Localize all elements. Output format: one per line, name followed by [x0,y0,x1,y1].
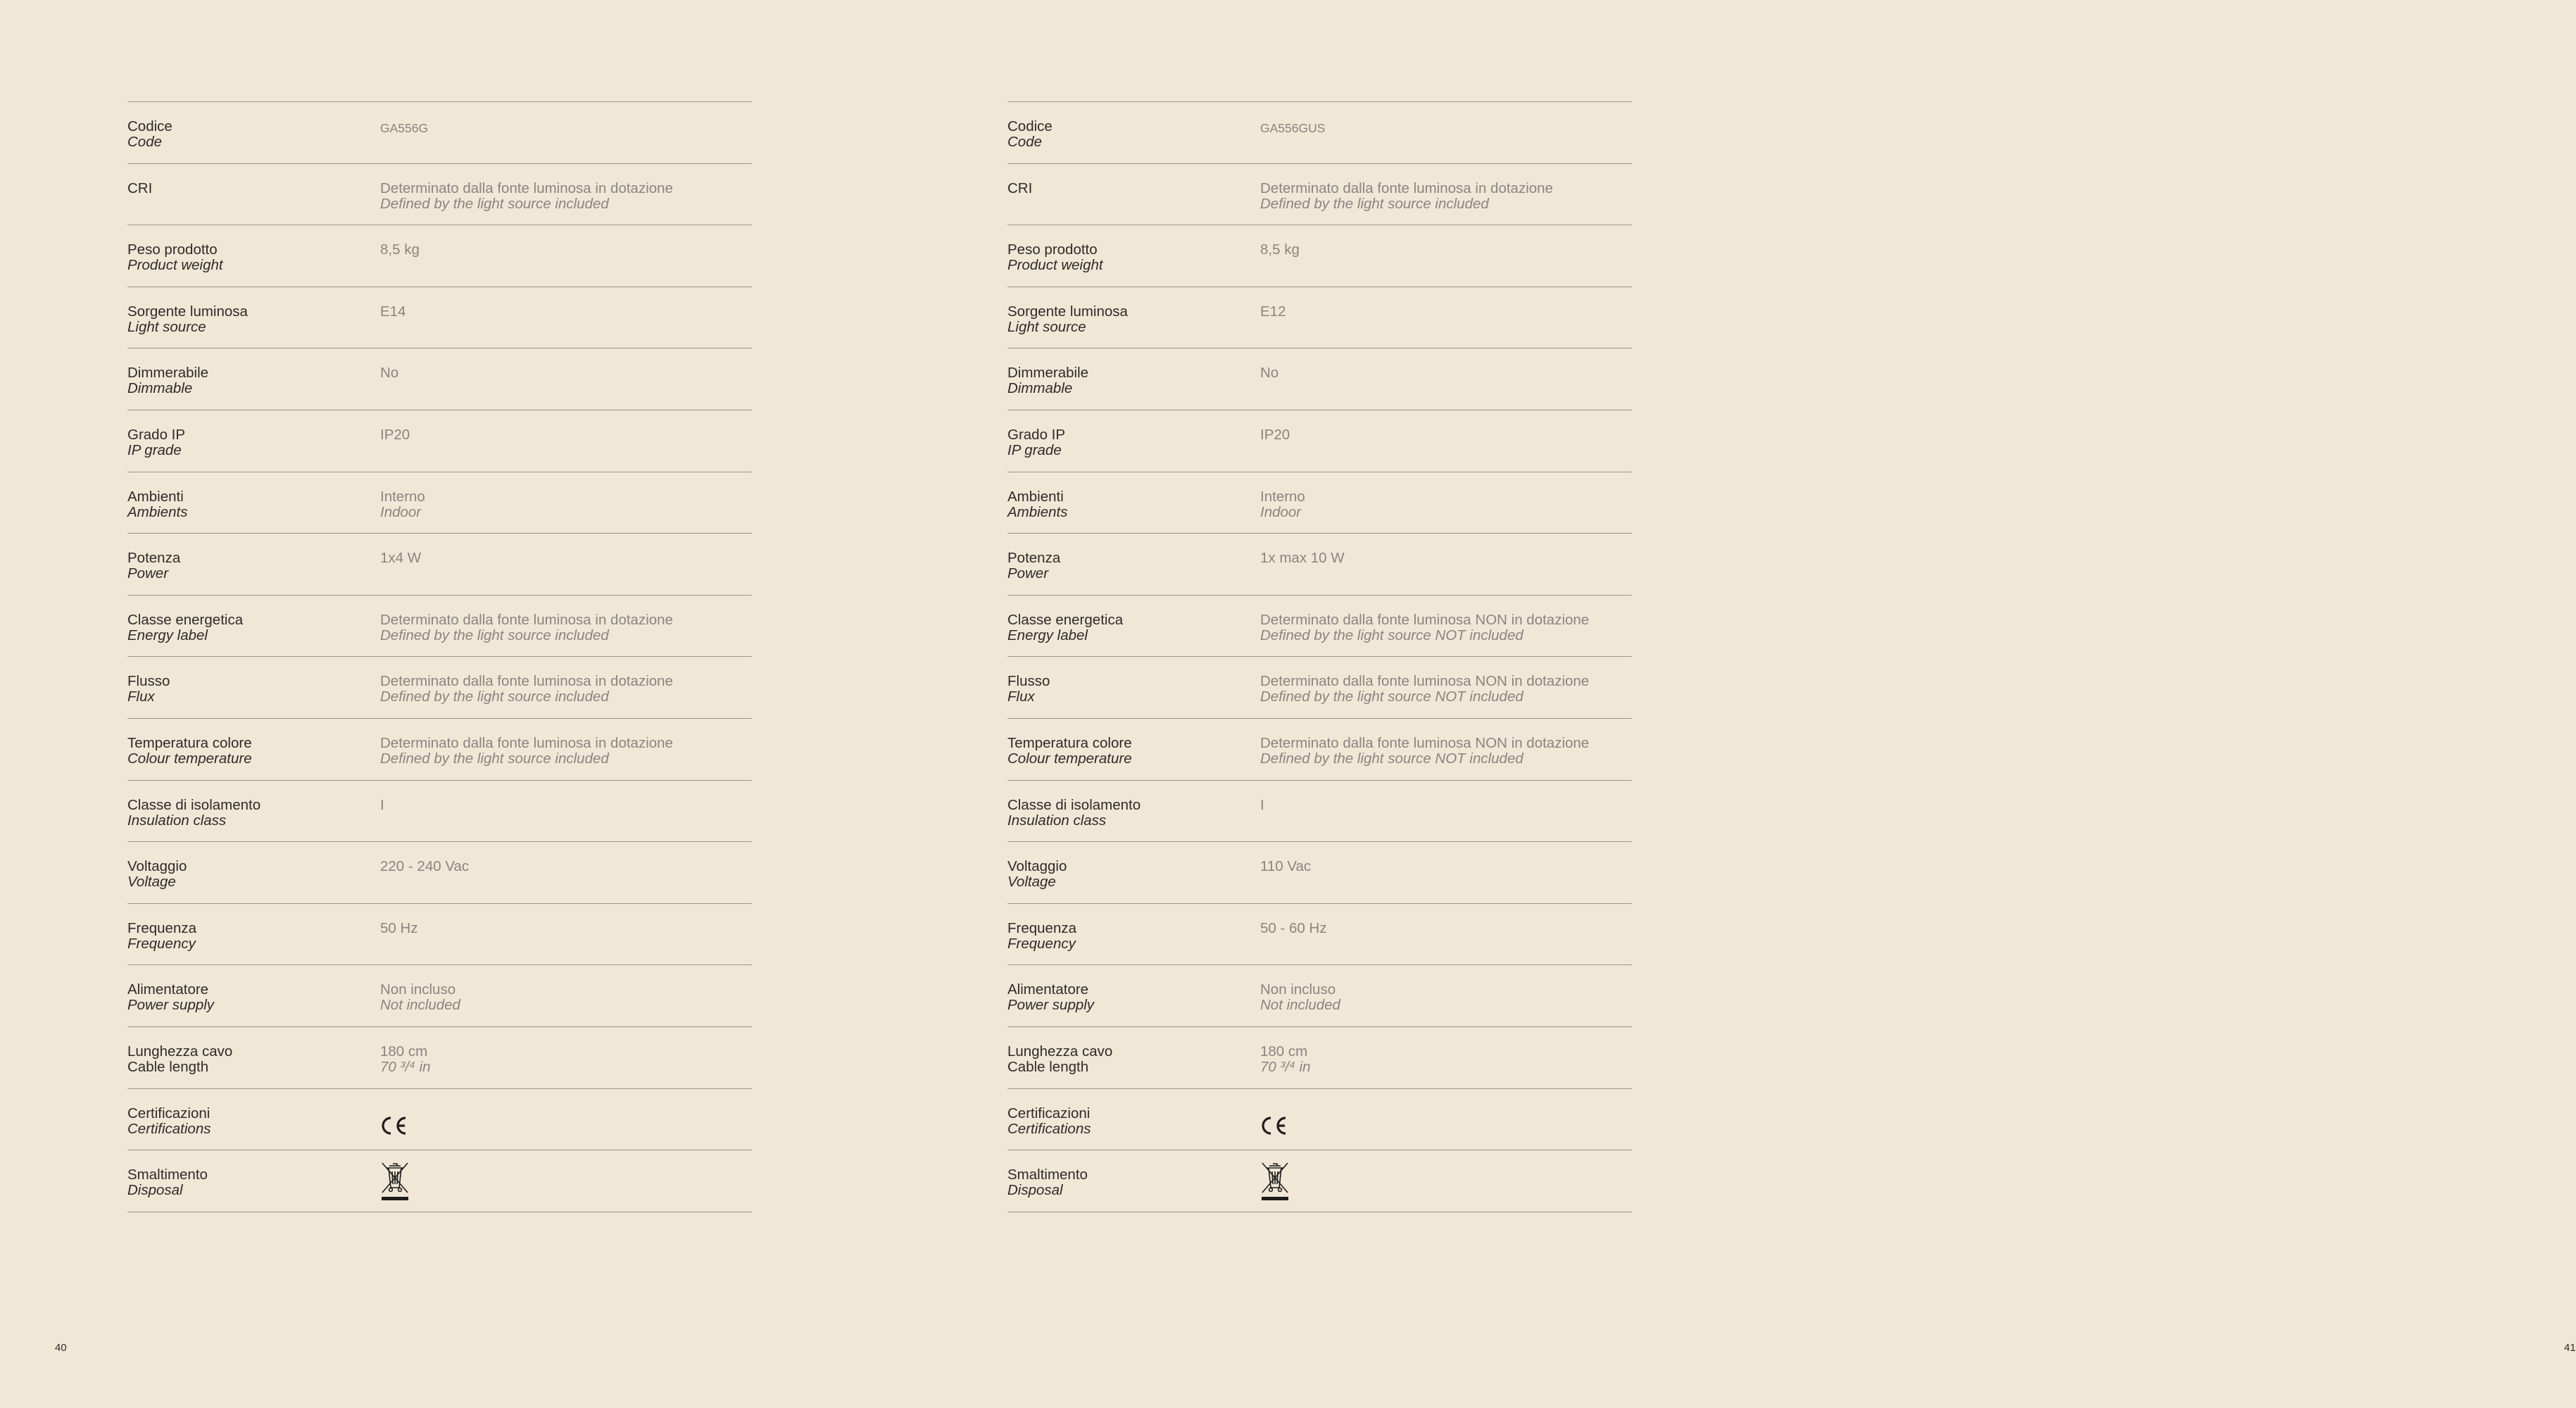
spec-label [1007,365,1247,396]
spec-row [127,410,752,472]
ce-mark-icon [380,1116,408,1139]
spec-value-primary: Determinato dalla fonte luminosa in dotazione [1260,180,1553,196]
spec-label-en: Colour temperature [1007,750,1132,767]
spec-value [380,304,746,320]
spec-row [127,534,752,596]
spec-value-secondary: Defined by the light source included [380,195,609,212]
spec-label [127,982,367,1013]
spec-label-en: Light source [1007,318,1086,335]
spec-label-it: Alimentatore [1007,981,1089,998]
spec-row [1007,781,1632,843]
spec-value-primary: E12 [1260,303,1286,320]
spec-value [380,120,746,136]
spec-value-secondary: Not included [1260,997,1340,1014]
spec-row [127,102,752,164]
spec-value [1260,489,1626,520]
spec-value-secondary: Defined by the light source NOT included [1260,627,1523,643]
spec-label-it: Potenza [127,550,181,567]
spec-value [380,921,746,936]
spec-row [127,164,752,226]
spec-row [127,904,752,966]
spec-label-it: Sorgente luminosa [1007,303,1128,320]
spec-row [127,1089,752,1151]
spec-row [127,781,752,843]
spec-row [1007,287,1632,349]
ce-mark-icon [1260,1116,1288,1139]
spec-label [127,798,367,829]
spec-row [1007,904,1632,966]
spec-label-en: IP grade [127,441,182,458]
spec-label [127,1044,367,1075]
page-number: 41 [2564,1342,2576,1354]
spec-label-it: Classe di isolamento [1007,796,1141,813]
spec-row [1007,472,1632,534]
spec-value-secondary: Defined by the light source included [380,750,609,767]
spec-label-it: Grado IP [127,426,186,443]
spec-label [1007,551,1247,582]
spec-value [1260,1044,1626,1075]
spec-label [1007,181,1247,196]
spec-value-secondary: Defined by the light source included [380,627,609,643]
spec-value [380,612,746,643]
spec-label [1007,1044,1247,1075]
spec-table [1007,101,1632,1212]
spec-value-primary: Determinato dalla fonte luminosa in dotazione [380,734,673,751]
spec-label-it: Grado IP [1007,426,1066,443]
spec-value-primary: Determinato dalla fonte luminosa in dotazione [380,673,673,690]
spec-label-en: Colour temperature [127,750,252,767]
spec-label-en: Insulation class [1007,812,1107,829]
spec-row [1007,410,1632,472]
spec-label-it: Dimmerabile [1007,365,1089,382]
spec-label-it: Alimentatore [127,981,209,998]
spec-label-en: Dimmable [127,380,193,397]
spec-label [1007,304,1247,335]
spec-label [127,304,367,335]
spec-value [1260,612,1626,643]
spec-label [127,674,367,705]
spec-label-it: Classe energetica [1007,611,1124,628]
spec-value [1260,859,1626,874]
spec-label [1007,242,1247,273]
spec-label [127,489,367,520]
spec-label-it: Temperatura colore [127,734,252,751]
spec-label [1007,1167,1247,1198]
spec-label-en: Cable length [1007,1058,1089,1075]
spec-value-primary: I [380,796,384,813]
spec-value [380,242,746,258]
spec-label-en: Voltage [127,874,176,891]
spec-value-primary: Determinato dalla fonte luminosa NON in dotazione [1260,734,1590,751]
spec-label [1007,982,1247,1013]
spec-label-it: Smaltimento [127,1167,208,1183]
spec-value-primary: IP20 [1260,426,1290,443]
spec-label-en: Cable length [127,1058,209,1075]
spec-label [127,921,367,952]
spec-value-secondary: Indoor [1260,503,1302,520]
spec-label-en: Insulation class [127,812,227,829]
spec-row [1007,842,1632,904]
spec-value-primary: 1x max 10 W [1260,550,1345,567]
spec-value [380,365,746,381]
spec-value [1260,736,1626,767]
spec-label-it: Ambienti [1007,488,1064,505]
spec-label-it: CRI [127,180,153,196]
spec-label-en: Power [1007,565,1049,582]
spec-label [127,612,367,643]
weee-bin-icon [380,1160,410,1206]
spec-label-it: Frequenza [1007,919,1077,936]
spec-label-en: IP grade [1007,441,1062,458]
spec-label-en: Certifications [127,1120,211,1137]
spec-page-left [0,0,880,1408]
spec-value [380,674,746,705]
spec-label-en: Ambients [127,503,188,520]
spec-label [1007,119,1247,150]
spec-label-it: Peso prodotto [127,241,218,258]
spec-value-primary: I [1260,796,1264,813]
spec-label-it: Voltaggio [127,858,187,875]
spec-label-it: Ambienti [127,488,184,505]
spec-value [1260,427,1626,443]
spec-value-primary: 50 - 60 Hz [1260,919,1327,936]
spec-label [1007,859,1247,890]
spec-label [127,551,367,582]
spec-label-it: Frequenza [127,919,197,936]
spec-row [127,1027,752,1089]
spec-label-it: Potenza [1007,550,1061,567]
spec-value-primary: GA556G [380,121,429,135]
spec-label-it: Temperatura colore [1007,734,1132,751]
spec-label-en: Energy label [127,627,208,643]
spec-value-primary: Determinato dalla fonte luminosa in dotazione [380,611,673,628]
spec-value [1260,304,1626,320]
spec-label-en: Light source [127,318,206,335]
spec-label-it: Voltaggio [1007,858,1067,875]
spec-label [1007,736,1247,767]
spec-label [127,736,367,767]
spec-row [1007,225,1632,287]
spec-value [1260,798,1626,813]
spec-value [380,798,746,813]
spec-value [380,181,746,212]
spec-value-primary: 1x4 W [380,550,422,567]
spec-label [127,365,367,396]
spec-label-it: Classe di isolamento [127,796,261,813]
spec-label-en: Voltage [1007,874,1056,891]
spec-value-secondary: 70 ³/⁴ in [380,1058,431,1075]
spec-value-primary: No [380,365,399,382]
spec-label-en: Power supply [1007,997,1095,1014]
spec-value [1260,982,1626,1013]
spec-value-primary: E14 [380,303,406,320]
spec-label-it: Lunghezza cavo [1007,1043,1113,1060]
spec-label-en: Flux [127,689,155,705]
spec-label-en: Product weight [1007,257,1103,274]
spec-value-secondary: Defined by the light source included [380,689,609,705]
spec-label-en: Product weight [127,257,223,274]
spec-label-it: CRI [1007,180,1033,196]
spec-value [1260,242,1626,258]
spec-label-it: Flusso [1007,673,1050,690]
spec-value-primary: Interno [1260,488,1305,505]
spec-row [1007,719,1632,781]
spec-label-en: Certifications [1007,1120,1091,1137]
spec-value [380,859,746,874]
spec-label-it: Classe energetica [127,611,244,628]
spec-value [1260,551,1626,566]
spec-row [127,657,752,719]
spec-value-primary: Non incluso [1260,981,1336,998]
spec-label-it: Dimmerabile [127,365,209,382]
spec-row [127,472,752,534]
spec-value [1260,120,1626,136]
weee-bin-icon [1260,1160,1290,1206]
spec-value-primary: 50 Hz [380,919,418,936]
page-number: 40 [55,1342,67,1354]
spec-label-en: Energy label [1007,627,1088,643]
spec-row [1007,657,1632,719]
spec-value-secondary: Defined by the light source included [1260,195,1489,212]
spec-value [380,736,746,767]
spec-label-it: Certificazioni [1007,1105,1091,1121]
spec-table [127,101,752,1212]
spec-row [127,719,752,781]
spec-value-primary: Non incluso [380,981,456,998]
spec-label [1007,798,1247,829]
spec-row [127,842,752,904]
spec-label-it: Peso prodotto [1007,241,1098,258]
spec-label [1007,489,1247,520]
spec-value [380,489,746,520]
spec-label-en: Ambients [1007,503,1068,520]
spec-value-secondary: Indoor [380,503,422,520]
spec-value-primary: 8,5 kg [1260,241,1300,258]
spec-value-primary: 110 Vac [1260,858,1312,875]
spec-value-primary: 220 - 240 Vac [380,858,470,875]
spec-label [127,242,367,273]
spec-label-en: Code [127,134,163,150]
spec-value-primary: 180 cm [1260,1043,1308,1060]
spec-value [380,982,746,1013]
spec-label [1007,1106,1247,1137]
spec-value [380,1044,746,1075]
spec-label-en: Frequency [1007,935,1076,952]
spec-label [127,859,367,890]
spec-row [1007,596,1632,658]
spec-value [1260,674,1626,705]
spec-label [1007,921,1247,952]
spec-row [1007,102,1632,164]
spec-value [1260,365,1626,381]
spec-value-primary: Determinato dalla fonte luminosa in dotazione [380,180,673,196]
spec-row [127,287,752,349]
spec-row [1007,1027,1632,1089]
spec-value-secondary: Defined by the light source NOT included [1260,750,1523,767]
spec-label [127,1167,367,1198]
spec-page-right [880,0,2576,1408]
spec-value [1260,181,1626,212]
spec-label [1007,612,1247,643]
spec-label-it: Flusso [127,673,170,690]
spec-label-it: Lunghezza cavo [127,1043,233,1060]
spec-label-en: Frequency [127,935,196,952]
spec-value [1260,921,1626,936]
spec-value-primary: GA556GUS [1260,121,1326,135]
spec-row [127,348,752,410]
spec-value-primary: Determinato dalla fonte luminosa NON in dotazione [1260,673,1590,690]
spec-value-primary: Determinato dalla fonte luminosa NON in dotazione [1260,611,1590,628]
spec-label [127,1106,367,1137]
spec-label [127,119,367,150]
spec-label-en: Code [1007,134,1043,150]
spec-value-primary: 8,5 kg [380,241,420,258]
spec-row [1007,534,1632,596]
spec-label-it: Certificazioni [127,1105,211,1121]
spec-value-secondary: 70 ³/⁴ in [1260,1058,1311,1075]
spec-value-primary: No [1260,365,1279,382]
spec-label-it: Codice [1007,118,1053,134]
spec-value-primary: 180 cm [380,1043,428,1060]
spec-row [1007,348,1632,410]
spec-label-en: Dimmable [1007,380,1073,397]
spec-label [127,427,367,458]
spec-label-it: Sorgente luminosa [127,303,248,320]
spec-row [127,596,752,658]
spec-row [127,1150,752,1212]
spec-label [1007,674,1247,705]
spec-label-it: Codice [127,118,172,134]
spec-value [380,427,746,443]
spec-value-secondary: Not included [380,997,460,1014]
spec-label [1007,427,1247,458]
spec-label-en: Disposal [1007,1182,1063,1199]
spec-value [380,551,746,566]
spec-value-primary: Interno [380,488,425,505]
spec-row [1007,1150,1632,1212]
spec-label-en: Power [127,565,169,582]
spec-label [127,181,367,196]
spec-row [1007,965,1632,1027]
spec-value-secondary: Defined by the light source NOT included [1260,689,1523,705]
spec-label-en: Disposal [127,1182,183,1199]
spec-value-primary: IP20 [380,426,410,443]
spec-row [1007,1089,1632,1151]
spec-row [127,965,752,1027]
spec-label-it: Smaltimento [1007,1167,1088,1183]
spec-label-en: Flux [1007,689,1035,705]
spec-label-en: Power supply [127,997,215,1014]
spec-row [1007,164,1632,226]
spec-row [127,225,752,287]
